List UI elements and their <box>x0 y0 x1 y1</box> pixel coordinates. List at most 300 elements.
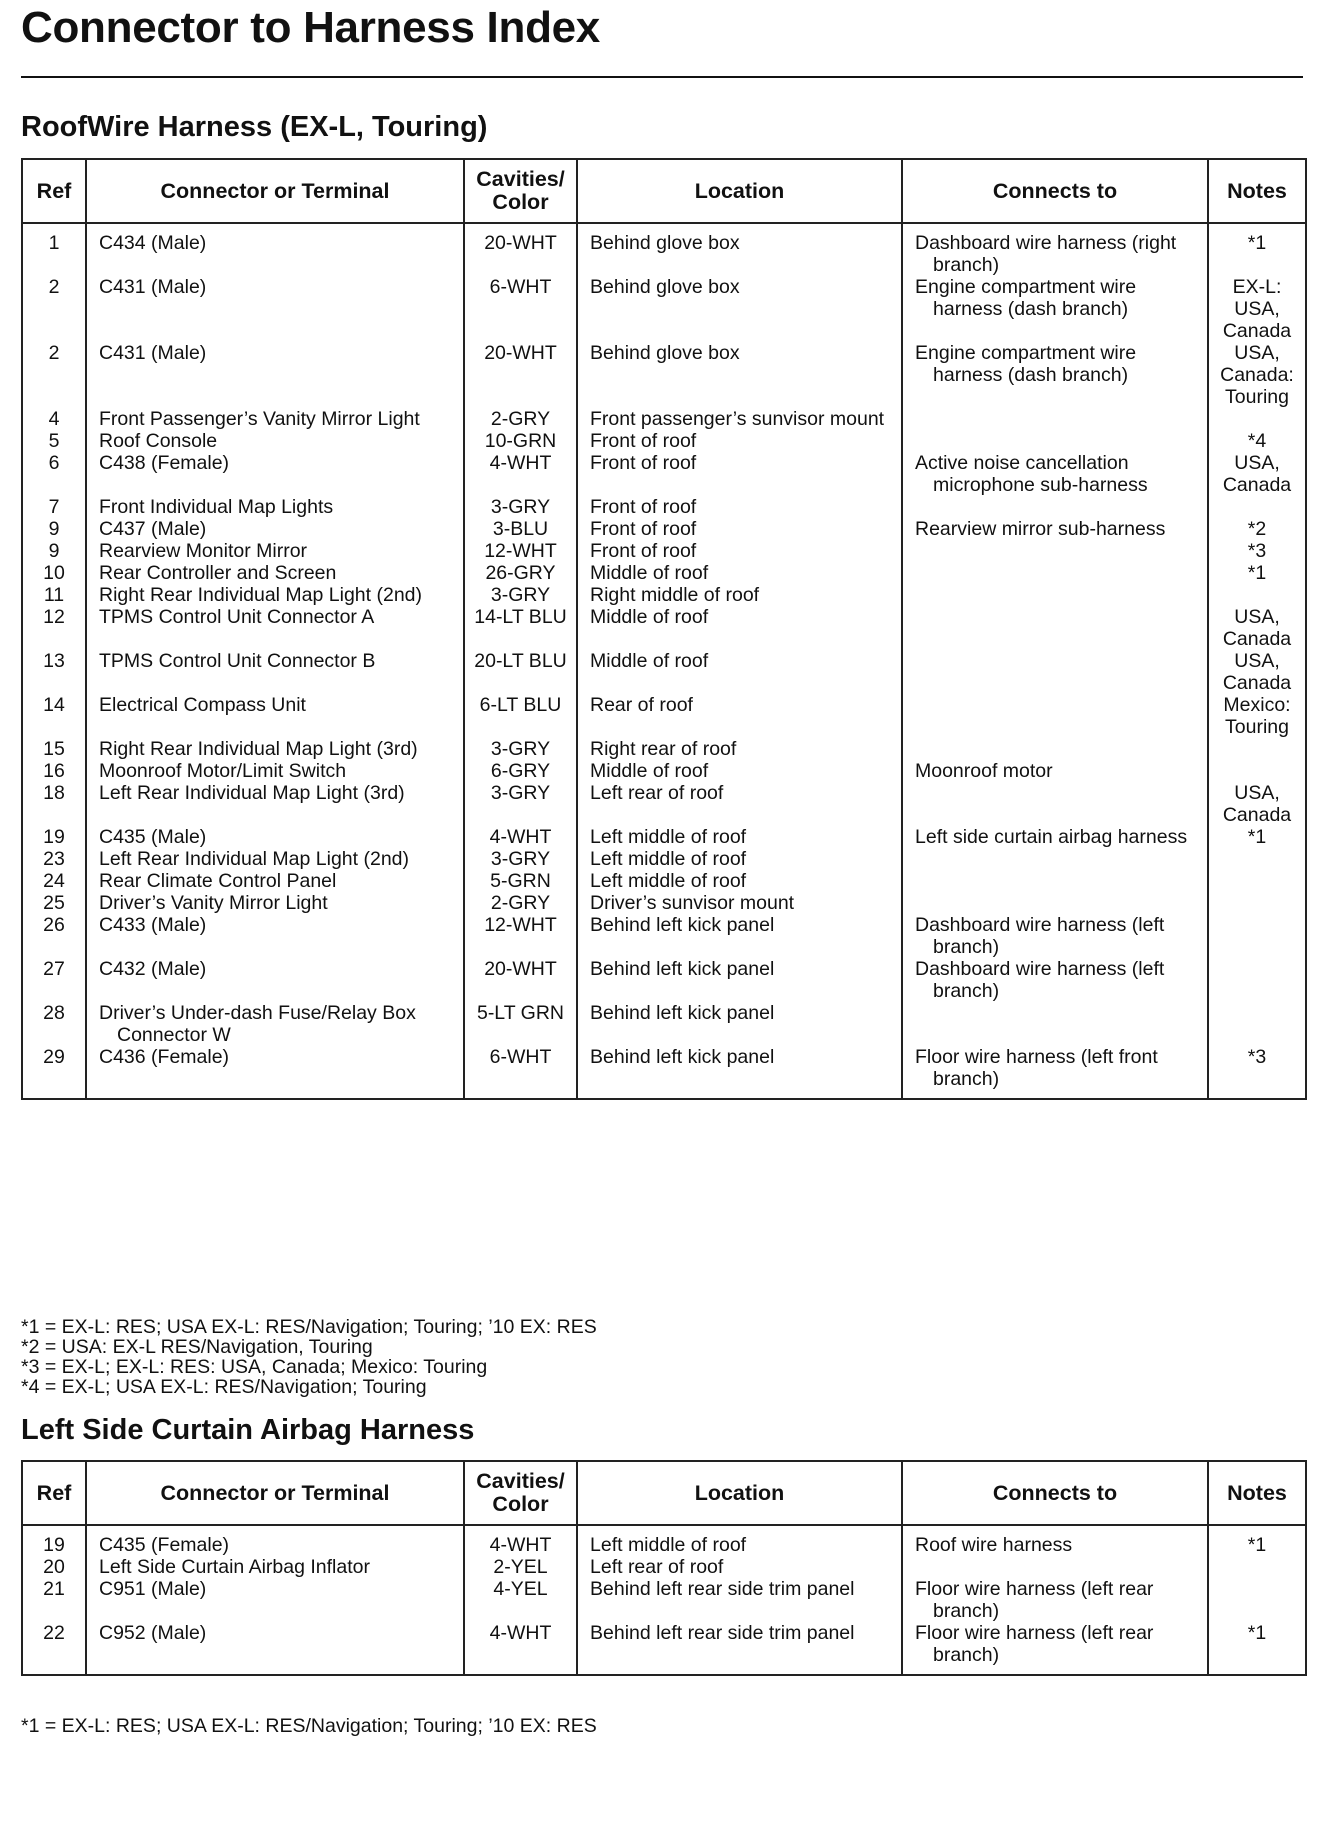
cell-ref <box>22 782 86 826</box>
cell-connects-to <box>902 892 1208 914</box>
cell-cavities-text: 3-GRY <box>490 496 551 518</box>
cell-ref-text: 14 <box>43 694 65 716</box>
cell-location-text: Behind left rear side trim panel <box>590 1578 855 1600</box>
cell-connector <box>86 958 464 1002</box>
cell-cavities-text: 6-GRY <box>490 760 551 782</box>
cell-cavities-text: 3-BLU <box>492 518 549 540</box>
cell-notes-text: *1 <box>1247 562 1267 584</box>
cell-connects-to <box>902 1622 1208 1675</box>
cell-connector <box>86 584 464 606</box>
cell-location <box>577 870 902 892</box>
table-row <box>22 650 1306 694</box>
cell-cavities-text: 20-WHT <box>484 342 557 364</box>
cell-location <box>577 1578 902 1622</box>
cell-location <box>577 1002 902 1046</box>
cell-location-text: Behind glove box <box>590 276 740 298</box>
cell-connector-text: Rearview Monitor Mirror <box>99 540 308 562</box>
cell-cavities-text: 6-LT BLU <box>479 694 562 716</box>
cell-ref <box>22 606 86 650</box>
cell-location-text: Left middle of roof <box>590 826 747 848</box>
cell-location <box>577 738 902 760</box>
cell-location-text: Left middle of roof <box>590 848 747 870</box>
cell-connector <box>86 782 464 826</box>
cell-cavities-text: 3-GRY <box>490 782 551 804</box>
cell-connector-text: Roof Console <box>99 430 218 452</box>
cell-connector <box>86 452 464 496</box>
cell-notes <box>1208 1578 1306 1622</box>
cell-cavities-text: 12-WHT <box>484 540 557 562</box>
table-row <box>22 892 1306 914</box>
cell-connector <box>86 650 464 694</box>
cell-location <box>577 540 902 562</box>
cell-connects-to-text: Dashboard wire harness (right branch) <box>915 232 1177 276</box>
cell-connects-to <box>902 452 1208 496</box>
cell-connector-text: C431 (Male) <box>99 342 207 364</box>
cell-notes-text: *1 <box>1247 1622 1267 1644</box>
cell-notes <box>1208 1556 1306 1578</box>
cell-ref-text: 25 <box>43 892 65 914</box>
cell-notes-text: Mexico: Touring <box>1223 694 1291 738</box>
cell-location-text: Front of roof <box>590 452 697 474</box>
cell-location <box>577 342 902 408</box>
cell-connects-to <box>902 430 1208 452</box>
cell-ref <box>22 562 86 584</box>
table-row <box>22 1002 1306 1046</box>
cell-notes <box>1208 430 1306 452</box>
cell-notes-text: *1 <box>1247 232 1267 254</box>
cell-location-text: Right rear of roof <box>590 738 737 760</box>
cell-connects-to-text: Floor wire harness (left front branch) <box>915 1046 1158 1090</box>
cell-connector-text: C434 (Male) <box>99 232 207 254</box>
cell-connects-to <box>902 870 1208 892</box>
table-row <box>22 540 1306 562</box>
cell-notes <box>1208 276 1306 342</box>
cell-location <box>577 1556 902 1578</box>
cell-cavities-text: 12-WHT <box>484 914 557 936</box>
cell-connects-to <box>902 1046 1208 1099</box>
cell-location-text: Middle of roof <box>590 562 709 584</box>
cell-cavities <box>464 892 577 914</box>
cell-ref-text: 6 <box>48 452 60 474</box>
cell-connects-to <box>902 1002 1208 1046</box>
cell-connector <box>86 408 464 430</box>
cell-notes-text: *4 <box>1247 430 1267 452</box>
cell-location-text: Middle of roof <box>590 650 709 672</box>
curtain-airbag-harness-table <box>21 1460 1307 1676</box>
cell-location-text: Behind glove box <box>590 232 740 254</box>
cell-location-text: Middle of roof <box>590 606 709 628</box>
cell-connector-text: C437 (Male) <box>99 518 207 540</box>
cell-connector-text: C952 (Male) <box>99 1622 207 1644</box>
document-page <box>21 0 1307 1737</box>
table-row <box>22 848 1306 870</box>
cell-connector-text: Front Individual Map Lights <box>99 496 334 518</box>
cell-ref-text: 28 <box>43 1002 65 1024</box>
cell-location <box>577 914 902 958</box>
cell-cavities <box>464 562 577 584</box>
cell-ref-text: 19 <box>43 826 65 848</box>
cell-ref <box>22 848 86 870</box>
cell-location <box>577 584 902 606</box>
table-header-row <box>22 1461 1306 1525</box>
cell-connector-text: Left Rear Individual Map Light (2nd) <box>99 848 410 870</box>
cell-connector <box>86 562 464 584</box>
header-cavities: Cavities/ Color <box>464 159 577 223</box>
cell-cavities <box>464 826 577 848</box>
cell-ref-text: 27 <box>43 958 65 980</box>
cell-connector-text: Front Passenger’s Vanity Mirror Light <box>99 408 420 430</box>
header-location: Location <box>577 159 902 223</box>
cell-ref-text: 2 <box>48 342 60 364</box>
cell-location-text: Behind left kick panel <box>590 958 775 980</box>
cell-connects-to-text: Roof wire harness <box>915 1534 1073 1556</box>
cell-ref <box>22 892 86 914</box>
cell-ref <box>22 1046 86 1099</box>
cell-location <box>577 518 902 540</box>
cell-ref-text: 24 <box>43 870 65 892</box>
cell-location-text: Behind left kick panel <box>590 1002 775 1024</box>
table-row <box>22 606 1306 650</box>
cell-notes <box>1208 1525 1306 1556</box>
cell-connects-to <box>902 848 1208 870</box>
cell-ref <box>22 223 86 276</box>
roof-wire-footnotes <box>21 1317 597 1397</box>
header-connects-to: Connects to <box>902 1461 1208 1525</box>
cell-connector <box>86 276 464 342</box>
cell-connector <box>86 223 464 276</box>
cell-location-text: Driver’s sunvisor mount <box>590 892 795 914</box>
cell-ref-text: 9 <box>48 540 60 562</box>
cell-cavities <box>464 760 577 782</box>
cell-connector-text: Rear Climate Control Panel <box>99 870 337 892</box>
cell-ref-text: 12 <box>43 606 65 628</box>
table-row <box>22 914 1306 958</box>
cell-ref <box>22 694 86 738</box>
cell-location <box>577 1525 902 1556</box>
cell-cavities <box>464 1525 577 1556</box>
cell-notes-text: USA, Canada <box>1222 452 1292 496</box>
cell-location <box>577 562 902 584</box>
cell-connector-text: Left Rear Individual Map Light (3rd) <box>99 782 405 804</box>
cell-notes-text: USA, Canada <box>1222 782 1292 826</box>
cell-connects-to <box>902 694 1208 738</box>
cell-ref <box>22 452 86 496</box>
cell-connector <box>86 760 464 782</box>
cell-ref <box>22 1002 86 1046</box>
cell-connector <box>86 540 464 562</box>
cell-location-text: Front of roof <box>590 496 697 518</box>
cell-connects-to-text: Active noise cancellation microphone sub-harness <box>915 452 1148 496</box>
cell-notes <box>1208 1622 1306 1675</box>
cell-connector <box>86 1578 464 1622</box>
cell-ref <box>22 1525 86 1556</box>
cell-location <box>577 496 902 518</box>
cell-ref-text: 18 <box>43 782 65 804</box>
table-row <box>22 870 1306 892</box>
cell-ref <box>22 870 86 892</box>
cell-cavities-text: 20-WHT <box>484 958 557 980</box>
cell-notes-text: USA, Canada: Touring <box>1220 342 1294 408</box>
footnote: *2 = USA: EX-L RES/Navigation, Touring <box>21 1336 373 1358</box>
table-row <box>22 826 1306 848</box>
page-title: Connector to Harness Index <box>21 3 600 52</box>
cell-ref-text: 1 <box>48 232 60 254</box>
cell-notes <box>1208 452 1306 496</box>
cell-cavities <box>464 870 577 892</box>
cell-ref <box>22 496 86 518</box>
cell-location-text: Front of roof <box>590 540 697 562</box>
section-title-curtain-airbag: Left Side Curtain Airbag Harness <box>21 1414 475 1446</box>
cell-ref <box>22 540 86 562</box>
cell-connector-text: Electrical Compass Unit <box>99 694 306 716</box>
cell-location <box>577 958 902 1002</box>
cell-connector <box>86 606 464 650</box>
cell-connects-to <box>902 342 1208 408</box>
cell-connector-text: Driver’s Under-dash Fuse/Relay Box Connector W <box>99 1002 416 1046</box>
cell-connects-to-text: Left side curtain airbag harness <box>915 826 1188 848</box>
cell-connector-text: Rear Controller and Screen <box>99 562 337 584</box>
cell-connects-to <box>902 276 1208 342</box>
cell-connects-to <box>902 1525 1208 1556</box>
cell-connector-text: Right Rear Individual Map Light (2nd) <box>99 584 423 606</box>
cell-ref-text: 9 <box>48 518 60 540</box>
cell-location-text: Front passenger’s sunvisor mount <box>590 408 885 430</box>
cell-notes <box>1208 760 1306 782</box>
cell-ref-text: 20 <box>43 1556 65 1578</box>
cell-connector <box>86 1002 464 1046</box>
cell-ref <box>22 518 86 540</box>
cell-cavities <box>464 694 577 738</box>
table-row <box>22 276 1306 342</box>
cell-connector-text: Right Rear Individual Map Light (3rd) <box>99 738 418 760</box>
header-ref: Ref <box>22 1461 86 1525</box>
cell-connects-to-text: Rearview mirror sub-harness <box>915 518 1166 540</box>
table-row <box>22 1556 1306 1578</box>
cell-ref <box>22 430 86 452</box>
cell-cavities-text: 20-WHT <box>484 232 557 254</box>
cell-location-text: Behind glove box <box>590 342 740 364</box>
cell-ref <box>22 584 86 606</box>
cell-connects-to-text: Engine compartment wire harness (dash branch) <box>915 342 1137 386</box>
cell-connects-to <box>902 518 1208 540</box>
cell-connects-to-text: Floor wire harness (left rear branch) <box>915 1578 1154 1622</box>
cell-connects-to <box>902 650 1208 694</box>
footnote: *1 = EX-L: RES; USA EX-L: RES/Navigation; Touring; ’10 EX: RES <box>21 1316 597 1338</box>
cell-cavities-text: 3-GRY <box>490 738 551 760</box>
cell-ref-text: 22 <box>43 1622 65 1644</box>
cell-cavities-text: 20-LT BLU <box>474 650 567 672</box>
cell-connects-to-text: Moonroof motor <box>915 760 1053 782</box>
cell-cavities <box>464 584 577 606</box>
cell-cavities-text: 10-GRN <box>484 430 557 452</box>
footnote: *3 = EX-L; EX-L: RES: USA, Canada; Mexico: Touring <box>21 1356 488 1378</box>
cell-connector <box>86 496 464 518</box>
cell-ref <box>22 408 86 430</box>
cell-cavities-text: 2-GRY <box>490 892 551 914</box>
cell-notes <box>1208 782 1306 826</box>
cell-location <box>577 276 902 342</box>
table-row <box>22 496 1306 518</box>
table-header-row <box>22 159 1306 223</box>
cell-notes <box>1208 650 1306 694</box>
table-row <box>22 584 1306 606</box>
cell-cavities <box>464 958 577 1002</box>
cell-cavities <box>464 342 577 408</box>
cell-ref <box>22 276 86 342</box>
cell-cavities <box>464 738 577 760</box>
cell-cavities <box>464 1578 577 1622</box>
cell-ref-text: 15 <box>43 738 65 760</box>
cell-cavities <box>464 452 577 496</box>
cell-connects-to <box>902 738 1208 760</box>
cell-notes <box>1208 1046 1306 1099</box>
cell-connects-to-text: Floor wire harness (left rear branch) <box>915 1622 1154 1666</box>
cell-notes <box>1208 223 1306 276</box>
cell-notes <box>1208 914 1306 958</box>
cell-location-text: Left middle of roof <box>590 870 747 892</box>
cell-cavities <box>464 782 577 826</box>
cell-connector-text: C951 (Male) <box>99 1578 207 1600</box>
cell-ref-text: 4 <box>48 408 60 430</box>
cell-connector <box>86 738 464 760</box>
cell-cavities-text: 6-WHT <box>489 276 552 298</box>
cell-ref <box>22 1622 86 1675</box>
table-row <box>22 430 1306 452</box>
cell-notes-text: *3 <box>1247 540 1267 562</box>
cell-connects-to <box>902 496 1208 518</box>
cell-ref-text: 21 <box>43 1578 65 1600</box>
cell-cavities-text: 3-GRY <box>490 584 551 606</box>
cell-location-text: Left rear of roof <box>590 782 724 804</box>
table-row <box>22 408 1306 430</box>
cell-ref-text: 10 <box>43 562 65 584</box>
cell-connector-text: C432 (Male) <box>99 958 207 980</box>
cell-cavities <box>464 1046 577 1099</box>
cell-location <box>577 408 902 430</box>
cell-connector <box>86 518 464 540</box>
header-notes: Notes <box>1208 159 1306 223</box>
cell-location <box>577 606 902 650</box>
cell-notes <box>1208 738 1306 760</box>
cell-connector <box>86 1622 464 1675</box>
cell-notes <box>1208 694 1306 738</box>
table-row <box>22 694 1306 738</box>
cell-cavities <box>464 1002 577 1046</box>
cell-location <box>577 826 902 848</box>
cell-connector <box>86 826 464 848</box>
cell-notes <box>1208 892 1306 914</box>
cell-notes-text: EX-L: USA, Canada <box>1222 276 1292 342</box>
cell-cavities <box>464 848 577 870</box>
cell-notes <box>1208 540 1306 562</box>
cell-ref-text: 23 <box>43 848 65 870</box>
cell-connector <box>86 848 464 870</box>
cell-connector-text: TPMS Control Unit Connector B <box>99 650 376 672</box>
cell-connector-text: C436 (Female) <box>99 1046 230 1068</box>
cell-location <box>577 650 902 694</box>
table-row <box>22 562 1306 584</box>
cell-location <box>577 452 902 496</box>
cell-notes <box>1208 342 1306 408</box>
table-row <box>22 760 1306 782</box>
header-cavities: Cavities/ Color <box>464 1461 577 1525</box>
cell-ref-text: 7 <box>48 496 60 518</box>
cell-location-text: Behind left rear side trim panel <box>590 1622 855 1644</box>
cell-connector-text: C431 (Male) <box>99 276 207 298</box>
cell-ref <box>22 760 86 782</box>
cell-connects-to <box>902 540 1208 562</box>
cell-connector <box>86 1525 464 1556</box>
cell-connector-text: C433 (Male) <box>99 914 207 936</box>
cell-cavities-text: 4-WHT <box>489 826 552 848</box>
cell-location-text: Front of roof <box>590 430 697 452</box>
cell-ref-text: 16 <box>43 760 65 782</box>
table-row <box>22 1046 1306 1099</box>
cell-cavities-text: 4-WHT <box>489 1534 552 1556</box>
table-row <box>22 1622 1306 1675</box>
cell-connector-text: Driver’s Vanity Mirror Light <box>99 892 328 914</box>
cell-ref-text: 29 <box>43 1046 65 1068</box>
cell-cavities <box>464 1622 577 1675</box>
table-row <box>22 452 1306 496</box>
cell-connector <box>86 870 464 892</box>
cell-notes <box>1208 562 1306 584</box>
cell-connects-to <box>902 562 1208 584</box>
table-row <box>22 342 1306 408</box>
cell-notes <box>1208 1002 1306 1046</box>
cell-cavities-text: 2-YEL <box>493 1556 548 1578</box>
cell-cavities-text: 3-GRY <box>490 848 551 870</box>
cell-connector <box>86 694 464 738</box>
cell-ref-text: 13 <box>43 650 65 672</box>
cell-ref-text: 19 <box>43 1534 65 1556</box>
table-row <box>22 738 1306 760</box>
cell-notes <box>1208 496 1306 518</box>
cell-connects-to <box>902 1556 1208 1578</box>
cell-location <box>577 782 902 826</box>
cell-ref <box>22 1578 86 1622</box>
cell-connects-to <box>902 408 1208 430</box>
cell-connects-to <box>902 223 1208 276</box>
cell-location-text: Left middle of roof <box>590 1534 747 1556</box>
cell-connects-to <box>902 782 1208 826</box>
cell-connects-to <box>902 826 1208 848</box>
cell-location <box>577 760 902 782</box>
table-row <box>22 1525 1306 1556</box>
cell-location <box>577 694 902 738</box>
table-row <box>22 518 1306 540</box>
cell-location <box>577 223 902 276</box>
cell-notes <box>1208 606 1306 650</box>
cell-notes-text: *2 <box>1247 518 1267 540</box>
cell-connects-to <box>902 914 1208 958</box>
cell-notes-text: *1 <box>1247 1534 1267 1556</box>
cell-notes <box>1208 408 1306 430</box>
cell-connector-text: Moonroof Motor/Limit Switch <box>99 760 347 782</box>
cell-ref-text: 11 <box>43 584 65 606</box>
cell-connector-text: TPMS Control Unit Connector A <box>99 606 375 628</box>
cell-ref <box>22 738 86 760</box>
cell-cavities <box>464 430 577 452</box>
cell-location-text: Right middle of roof <box>590 584 760 606</box>
cell-ref <box>22 342 86 408</box>
cell-location-text: Middle of roof <box>590 760 709 782</box>
cell-cavities <box>464 914 577 958</box>
cell-cavities <box>464 540 577 562</box>
cell-notes <box>1208 958 1306 1002</box>
cell-ref <box>22 958 86 1002</box>
curtain-airbag-footnotes <box>21 1716 597 1736</box>
